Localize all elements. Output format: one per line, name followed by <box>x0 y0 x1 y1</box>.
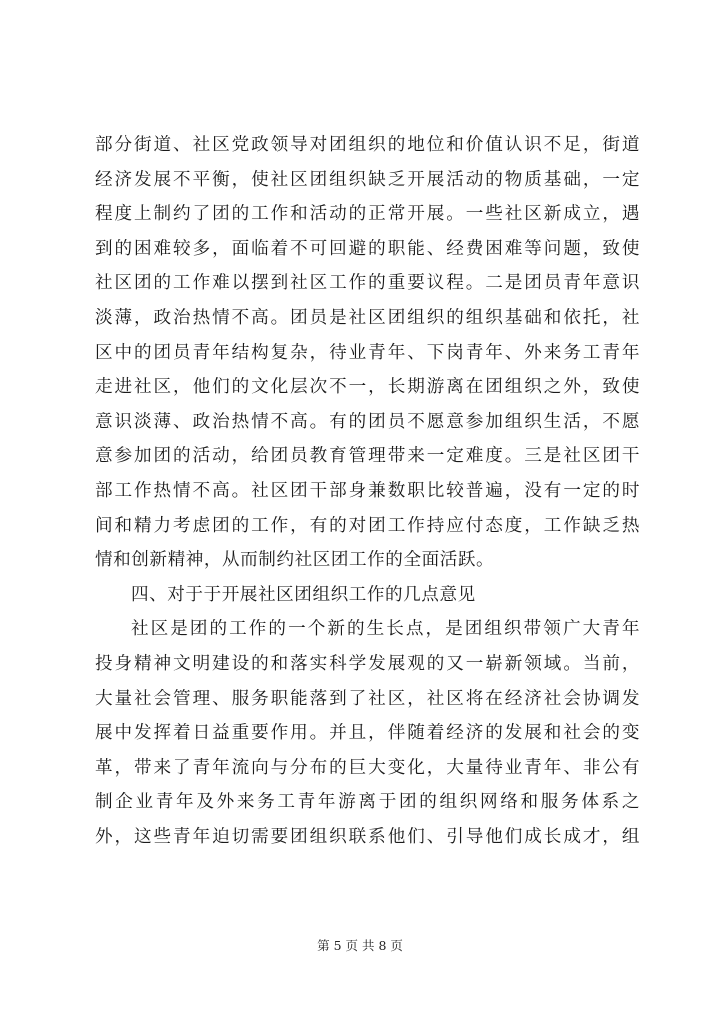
text-line: 到的困难较多，面临着不可回避的职能、经费困难等问题，致使 <box>95 238 640 259</box>
section-heading: 四、对于于开展社区团组织工作的几点意见 <box>131 584 476 605</box>
text-line: 制企业青年及外来务工青年游离于团的组织网络和服务体系之 <box>95 792 640 813</box>
text-line: 意识淡薄、政治热情不高。有的团员不愿意参加组织生活，不愿 <box>95 411 640 432</box>
document-body <box>95 128 640 854</box>
page-number-footer: 第 5 页 共 8 页 <box>317 938 403 953</box>
text-line: 意参加团的活动，给团员教育管理带来一定难度。三是社区团干 <box>95 446 640 467</box>
text-line: 区中的团员青年结构复杂，待业青年、下岗青年、外来务工青年 <box>95 342 640 363</box>
text-line: 间和精力考虑团的工作，有的对团工作持应付态度，工作缺乏热 <box>95 515 640 536</box>
text-line: 淡薄，政治热情不高。团员是社区团组织的组织基础和依托，社 <box>95 307 640 328</box>
paragraph-first-line: 社区是团的工作的一个新的生长点，是团组织带领广大青年 <box>131 619 640 640</box>
text-line-paragraph-end: 情和创新精神，从而制约社区团工作的全面活跃。 <box>95 550 495 571</box>
text-line: 革，带来了青年流向与分布的巨大变化，大量待业青年、非公有 <box>95 757 640 778</box>
text-line: 部分街道、社区党政领导对团组织的地位和价值认识不足，街道 <box>95 135 640 155</box>
text-line: 展中发挥着日益重要作用。并且，伴随着经济的发展和社会的变 <box>95 723 640 744</box>
text-line: 社区团的工作难以摆到社区工作的重要议程。二是团员青年意识 <box>95 273 640 294</box>
text-line: 走进社区，他们的文化层次不一，长期游离在团组织之外，致使 <box>95 377 640 398</box>
text-line: 外，这些青年迫切需要团组织联系他们、引导他们成长成才，组 <box>95 826 640 847</box>
text-line: 部工作热情不高。社区团干部身兼数职比较普遍，没有一定的时 <box>95 480 640 501</box>
text-line: 投身精神文明建设的和落实科学发展观的又一崭新领域。当前， <box>95 653 640 674</box>
text-line: 大量社会管理、服务职能落到了社区，社区将在经济社会协调发 <box>95 688 640 709</box>
text-line: 程度上制约了团的工作和活动的正常开展。一些社区新成立，遇 <box>95 204 640 225</box>
text-line: 经济发展不平衡，使社区团组织缺乏开展活动的物质基础，一定 <box>95 169 640 190</box>
